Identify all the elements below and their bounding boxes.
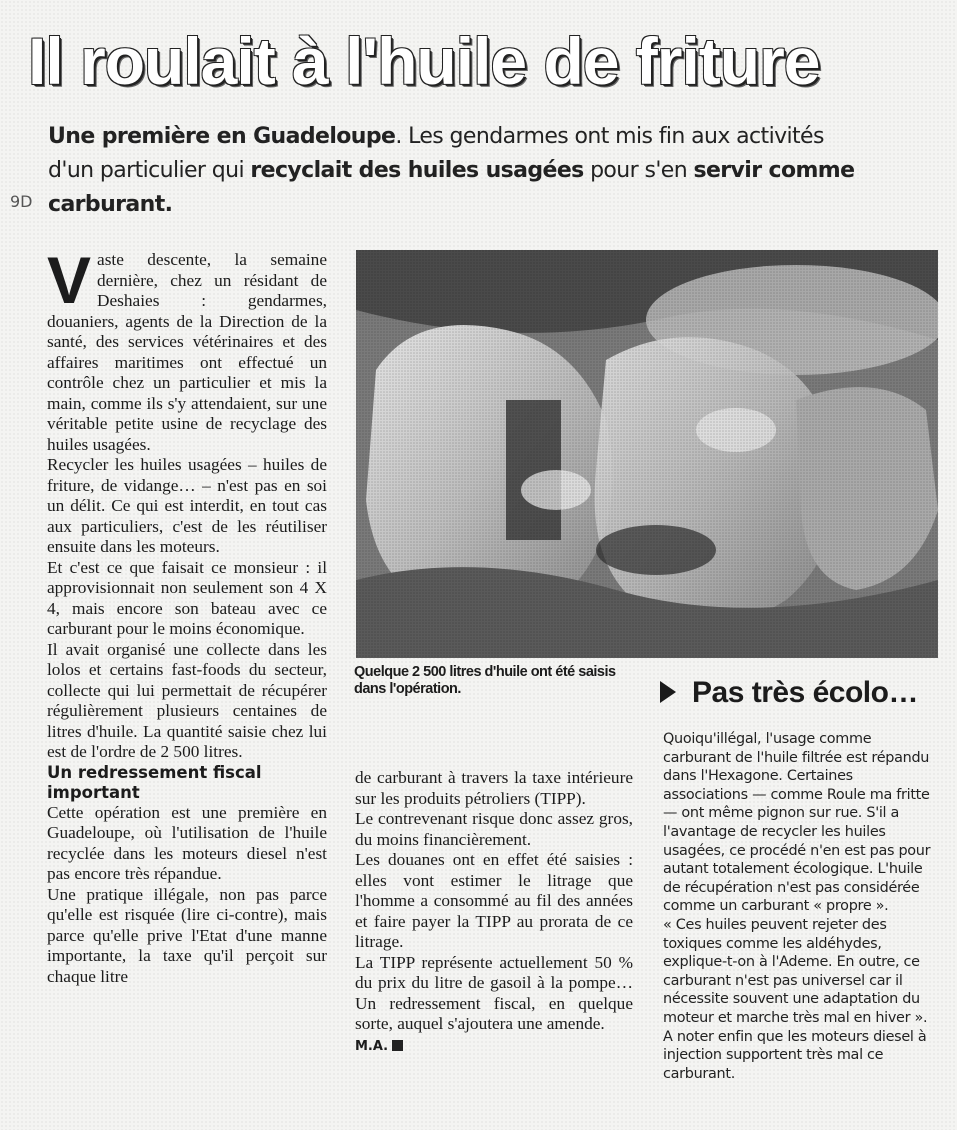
lead-text-2: pour s'en (583, 158, 694, 183)
sidebar-box (663, 730, 939, 1083)
body-paragraph: Une pratique illégale, non pas parce qu'elle est risquée (lire ci-contre), mais parce qu'elle prive l'Etat d'une manne importante, la taxe qu'il perçoit sur chaque litre (47, 884, 327, 986)
sidebar-paragraph: Quoiqu'illégal, l'usage comme carburant de l'huile filtrée est répandu dans l'Hexagone. Certaines associations — comme Roule ma fritte — ont même pignon sur rue. S'il a l'avantage de recycler les huiles usagées, ce procédé n'en est pas pour autant totalement écologique. L'huile de récupération n'est pas considérée comme un carburant « propre ». (663, 731, 931, 915)
body-paragraph: de carburant à travers la taxe intérieure sur les produits pétroliers (TIPP). (355, 768, 633, 808)
sidebar-title-text: Pas très écolo… (692, 676, 918, 709)
body-paragraph: Le contrevenant risque donc assez gros, du moins financièrement. (355, 809, 633, 849)
body-paragraph: Cette opération est une première en Guadeloupe, où l'utilisation de l'huile recyclée dans les moteurs diesel n'est pas encore très répandue. (47, 802, 327, 883)
body-text: aste descente, la semaine dernière, chez un résidant de Deshaies : gendarmes, douaniers, agents de la Direction de la santé, des services vétérinaires et des affaires maritimes ont effectué un contrôle chez un particulier et mis la main, comme ils s'y attendaient, sur une véritable petite usine de recyclage des huiles usagées. (47, 250, 327, 454)
body-paragraph: Recycler les huiles usagées – huiles de friture, de vidange… – n'est pas en soi un délit. Ce qui est interdit, en tout cas aux particuliers, c'est de les réutiliser ensuite dans les moteurs. (47, 455, 327, 556)
end-mark-icon (392, 1040, 403, 1051)
oil-containers-image (356, 250, 938, 658)
lead-text-1: . Les gendarmes ont mis fin aux activités d'un particulier qui (48, 124, 824, 183)
article-headline: Il roulait à l'huile de friture (28, 24, 820, 98)
lead-bold-3: servir comme carburant. (48, 158, 855, 217)
drop-cap: V (47, 243, 92, 317)
lead-bold-2: recyclait des huiles usagées (250, 158, 584, 183)
body-paragraph: Et c'est ce que faisait ce monsieur : il approvisionnait non seulement son 4 X 4, mais encore son bateau avec ce carburant pour le moins économique. (47, 557, 327, 638)
body-paragraph: Il avait organisé une collecte dans les lolos et certains fast-foods du secteur, collecte qui lui permettait de récupérer régulièrement plusieurs centaines de litres d'huile. La quantité saisie chez lui est de l'ordre de 2 500 litres. (47, 639, 327, 761)
article-column-1 (47, 243, 327, 987)
signature-line (355, 1035, 633, 1058)
body-paragraph: Les douanes ont en effet été saisies : elles vont estimer le litrage que l'homme a consommé au fil des années et faire payer la TIPP au prorata de ce litrage. (355, 850, 633, 951)
author-signature: M.A. (355, 1038, 389, 1054)
margin-mark: 9D (10, 192, 33, 211)
article-lead (48, 120, 868, 222)
sidebar-paragraph: « Ces huiles peuvent rejeter des toxiques comme les aldéhydes, explique-t-on à l'Ademe. En outre, ce carburant n'est pas universel car il nécessite souvent une adaptation du moteur et marche très mal en hiver ». A noter enfin que les moteurs diesel à injection supportent très mal ce carburant. (663, 916, 928, 1082)
body-paragraph: La TIPP représente actuellement 50 % du prix du litre de gasoil à la pompe… Un redressement fiscal, en quelque sorte, auquel s'ajoutera une amende. (355, 952, 633, 1033)
photo-caption: Quelque 2 500 litres d'huile ont été saisis dans l'opération. (354, 664, 616, 697)
lead-bold-1: Une première en Guadeloupe (48, 124, 396, 149)
article-photo (356, 250, 938, 658)
triangle-bullet-icon (660, 681, 676, 703)
sidebar-title (660, 676, 918, 710)
article-subhead: Un redressement fiscal important (47, 762, 262, 802)
article-column-2 (355, 768, 633, 1057)
body-paragraph (47, 243, 327, 455)
